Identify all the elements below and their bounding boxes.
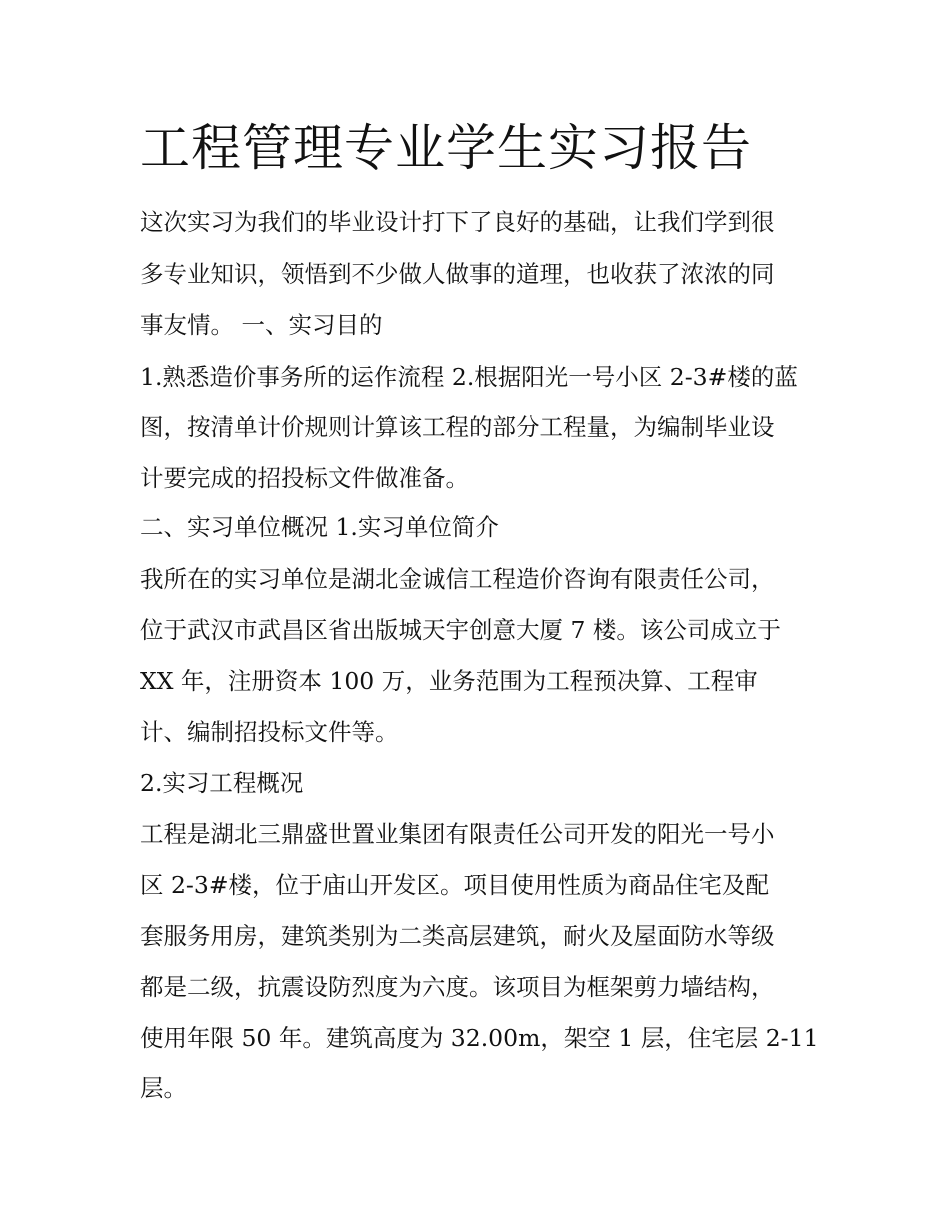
text-line: 计、编制招投标文件等。: [140, 718, 399, 746]
text-line: XX 年，注册资本 100 万，业务范围为工程预决算、工程审: [140, 667, 758, 695]
text-line: 位于武汉市武昌区省出版城天宇创意大厦 7 楼。该公司成立于: [140, 616, 781, 644]
text-line: 层。: [140, 1074, 187, 1102]
text-line: 这次实习为我们的毕业设计打下了良好的基础，让我们学到很: [140, 208, 775, 236]
text-line: 我所在的实习单位是湖北金诚信工程造价咨询有限责任公司，: [140, 565, 775, 593]
text-line: 使用年限 50 年。建筑高度为 32.00m，架空 1 层，住宅层 2-11: [140, 1024, 819, 1052]
text-line: 计要完成的招投标文件做准备。: [140, 464, 469, 492]
text-line: 2.实习工程概况: [140, 769, 304, 797]
text-line: 图，按清单计价规则计算该工程的部分工程量，为编制毕业设: [140, 413, 775, 441]
document-title: 工程管理专业学生实习报告: [140, 119, 752, 177]
text-line: 区 2-3#楼，位于庙山开发区。项目使用性质为商品住宅及配: [140, 871, 770, 899]
text-line: 套服务用房，建筑类别为二类高层建筑，耐火及屋面防水等级: [140, 922, 775, 950]
text-line: 多专业知识，领悟到不少做人做事的道理，也收获了浓浓的同: [140, 260, 775, 288]
text-line: 二、实习单位概况 1.实习单位简介: [140, 513, 499, 541]
text-line: 都是二级，抗震设防烈度为六度。该项目为框架剪力墙结构，: [140, 973, 775, 1001]
text-line: 1.熟悉造价事务所的运作流程 2.根据阳光一号小区 2-3#楼的蓝: [140, 363, 798, 391]
text-line: 工程是湖北三鼎盛世置业集团有限责任公司开发的阳光一号小: [140, 820, 775, 848]
text-line: 事友情。 一、实习目的: [140, 311, 383, 339]
